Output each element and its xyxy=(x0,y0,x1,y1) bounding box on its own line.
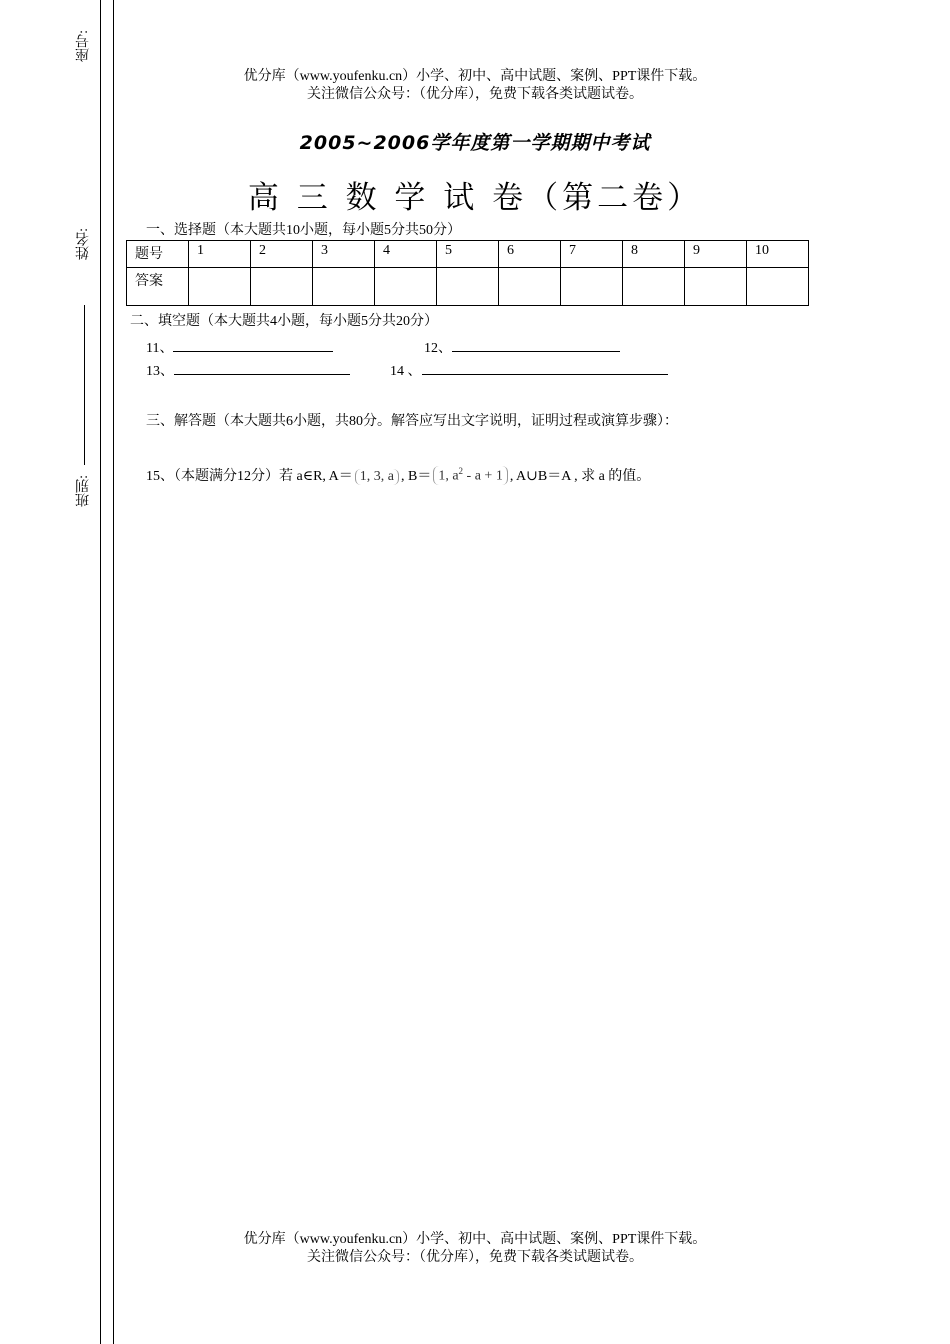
table-number-cell: 10 xyxy=(747,241,809,268)
q15-prefix: 15、（本题满分12分）若 a∈R, A＝ xyxy=(146,469,353,484)
class-label: 班别: xyxy=(76,475,91,507)
fill-question-12 xyxy=(424,337,620,357)
table-number-cell: 8 xyxy=(623,241,685,268)
section2-heading: 二、填空题（本大题共4小题，每小题5分共20分） xyxy=(130,314,438,329)
seat-label: 座号: xyxy=(76,30,91,62)
table-number-cell: 9 xyxy=(685,241,747,268)
fill-question-13 xyxy=(146,360,350,380)
header-line-1: 优分库（www.youfenku.cn）小学、初中、高中试题、案例、PPT课件下载。 xyxy=(243,69,707,84)
answer-cell[interactable] xyxy=(685,268,747,306)
exam-title: 高 三 数 学 试 卷（第二卷） xyxy=(247,180,703,216)
q15-mid: , B＝ xyxy=(400,469,432,484)
table-header-label: 题号 xyxy=(127,241,189,268)
question-15 xyxy=(146,465,650,485)
section1-heading: 一、选择题（本大题共10小题，每小题5分共50分） xyxy=(146,223,461,238)
set-b-exponent: 2 xyxy=(458,466,464,477)
set-b-end: - a + 1 xyxy=(463,469,503,484)
q15-suffix: , A∪B＝A , 求 a 的值。 xyxy=(509,469,651,484)
q13-blank[interactable] xyxy=(174,360,350,375)
footer-line-2: 关注微信公众号：（优分库），免费下载各类试题试卷。 xyxy=(307,1250,643,1265)
fill-question-14 xyxy=(390,360,668,380)
q11-blank[interactable] xyxy=(173,337,333,352)
answer-table xyxy=(126,240,809,306)
answer-cell[interactable] xyxy=(313,268,375,306)
table-number-cell: 7 xyxy=(561,241,623,268)
answer-cell[interactable] xyxy=(375,268,437,306)
answer-cell[interactable] xyxy=(437,268,499,306)
answer-cell[interactable] xyxy=(561,268,623,306)
answer-cell[interactable] xyxy=(747,268,809,306)
q14-label: 14 、 xyxy=(390,364,422,379)
set-b-start: 1, a xyxy=(438,469,459,484)
table-number-cell: 3 xyxy=(313,241,375,268)
q13-label: 13、 xyxy=(146,364,174,379)
header-line-2: 关注微信公众号：（优分库），免费下载各类试题试卷。 xyxy=(307,87,643,102)
q12-blank[interactable] xyxy=(452,337,620,352)
set-b xyxy=(433,466,508,485)
answer-cell[interactable] xyxy=(189,268,251,306)
name-label: 姓名: xyxy=(76,228,91,260)
footer-line-1: 优分库（www.youfenku.cn）小学、初中、高中试题、案例、PPT课件下载。 xyxy=(243,1232,707,1247)
answer-cell[interactable] xyxy=(499,268,561,306)
name-blank-line xyxy=(84,305,85,465)
table-number-cell: 1 xyxy=(189,241,251,268)
section3-heading: 三、解答题（本大题共6小题，共80分。解答应写出文字说明，证明过程或演算步骤）： xyxy=(146,414,678,429)
table-number-cell: 2 xyxy=(251,241,313,268)
table-number-cell: 6 xyxy=(499,241,561,268)
fill-question-11 xyxy=(146,337,333,357)
set-a: 1, 3, a xyxy=(355,469,399,485)
table-number-cell: 5 xyxy=(437,241,499,268)
answer-cell[interactable] xyxy=(251,268,313,306)
table-answer-label: 答案 xyxy=(127,268,189,306)
answer-cell[interactable] xyxy=(623,268,685,306)
exam-subtitle: 2005~2006学年度第一学期期中考试 xyxy=(299,132,651,154)
q11-label: 11、 xyxy=(146,341,174,356)
table-number-cell: 4 xyxy=(375,241,437,268)
q12-label: 12、 xyxy=(424,341,452,356)
q14-blank[interactable] xyxy=(422,360,668,375)
